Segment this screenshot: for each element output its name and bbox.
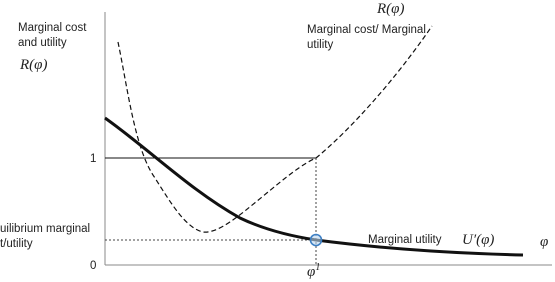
solid-curve-label: Marginal utility (368, 234, 442, 246)
equilibrium-label-line-2: t/utility (0, 238, 33, 250)
equilibrium-marker (311, 235, 322, 246)
dashed-cost-curve (118, 26, 432, 232)
equilibrium-label (0, 223, 93, 250)
y-axis-label-line-2: and utility (18, 37, 67, 49)
tick-zero: 0 (90, 260, 97, 272)
y-axis-label-line-1: Marginal cost (18, 22, 87, 34)
x-marker-label (307, 262, 320, 280)
solid-curve-symbol: U′(φ) (462, 232, 495, 248)
y-axis-symbol: R(φ) (20, 57, 48, 73)
x-axis-symbol: φ (540, 234, 549, 250)
dashed-curve-symbol: R(φ) (377, 1, 405, 17)
dashed-curve-label-line-2: utility (307, 39, 334, 51)
x-marker-superscript: 1 (315, 262, 321, 273)
x-marker-symbol: φ (307, 264, 316, 280)
y-axis-label (18, 22, 90, 49)
dashed-curve-label (307, 24, 429, 51)
dashed-curve-label-line-1: Marginal cost/ Marginal (307, 24, 426, 36)
tick-one: 1 (90, 153, 97, 165)
equilibrium-label-line-1: uilibrium marginal (0, 223, 91, 235)
